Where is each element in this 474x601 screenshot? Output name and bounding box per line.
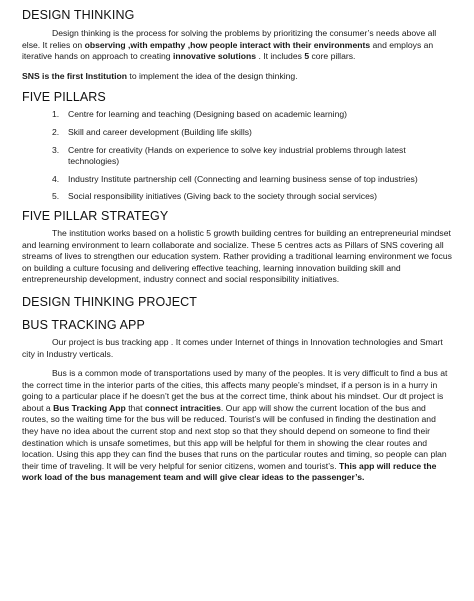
pillar-text: Industry Institute partnership cell (Connecting and learning business sense of top industries): [68, 173, 418, 184]
sns-paragraph: [22, 71, 452, 83]
intro-text-2: and employs an iterative hands on approach to creating: [22, 39, 434, 62]
pillar-text: Centre for creativity (Hands on experience to solve key industrial problems through latest technologies): [68, 144, 406, 167]
pillar-number: 1.: [52, 109, 60, 120]
bus-p2-text-a: Bus is a common mode of transportations used by many of the peoples. It is very difficult to find a bus at the correct time in the interior parts of the cities, this affects many people’s mindset, if a person is in a hurry in going to a particular place if he doesn’t get the bus at the correct time, think about his mindset. Our dt project is about a: [22, 368, 448, 413]
bus-paragraph-1: Our project is bus tracking app . It comes under Internet of things in Innovation technologies and Smart city in Industry verticals.: [22, 336, 443, 359]
bus-p2-text-d: . Our app will show the current location of the bus and routes, so the waiting time for the bus will be reduced. Tourist’s will be confused in finding the destination and they have no idea about the current stop and next stop so that they should depend on someone to find their destination which is unsafe sometimes, but this app will be helpful for them in showing the clear routes and location. Using this app they can find the buses that runs on the particular routes and timing, so people can plan their time of traveling. It will be very helpful for senior citizens, women and tourist’s.: [22, 402, 447, 471]
bus-p2-bold-connect: connect intracities: [144, 402, 221, 413]
heading-bus-tracking-app: BUS TRACKING APP: [22, 317, 145, 332]
sns-rest: to implement the idea of the design thinking.: [127, 70, 298, 81]
pillar-number: 2.: [52, 126, 60, 137]
bus-p2-bold-conclusion: This app will reduce the work load of the bus management team and will give clear ideas to the passenger’s.: [22, 460, 437, 483]
pillar-item: [52, 174, 452, 186]
intro-bold-observing: observing ,with empathy ,how people interact with their environments: [84, 39, 371, 50]
intro-paragraph: [22, 28, 452, 63]
bus-p2-bold-app: Bus Tracking App: [53, 402, 126, 413]
pillar-number: 4.: [52, 173, 60, 184]
pillar-number: 3.: [52, 144, 60, 155]
intro-text-1: Design thinking is the process for solving the problems by prioritizing the consumer’s needs above all else. It relies on: [22, 28, 437, 50]
pillar-text: Centre for learning and teaching (Designing based on academic learning): [68, 109, 347, 120]
intro-bold-innovative: innovative solutions: [172, 51, 257, 62]
intro-text-4: core pillars.: [309, 51, 356, 62]
pillar-item: [52, 145, 452, 168]
heading-five-pillar-strategy: FIVE PILLAR STRATEGY: [22, 208, 169, 223]
pillar-text: Social responsibility initiatives (Giving back to the society through social services): [68, 191, 378, 202]
pillar-item: [52, 191, 452, 203]
pillars-list: [22, 109, 452, 203]
intro-text-3: . It includes: [256, 51, 305, 62]
heading-dt-project: DESIGN THINKING PROJECT: [22, 294, 198, 309]
heading-design-thinking: DESIGN THINKING: [22, 8, 135, 22]
strategy-paragraph: The institution works based on a holistic 5 growth building centres for building an entrepreneurial mindset and learning environment to learn collaborate and socialize. These 5 centres acts as Pillars of SNS covering all streams of lives to strengthen our education system. Rather providing a traditional learning environment we focus on building a culture focusing and delivering effective teaching, learning innovation building skill and entrepreneurship development, industry connect and social responsibility initiatives.: [22, 227, 452, 285]
bus-p2-text-c: that: [125, 402, 145, 413]
bus-paragraph-2: [22, 368, 452, 484]
intro-bold-five: 5: [304, 51, 310, 62]
sns-bold: SNS is the first Institution: [22, 70, 128, 81]
pillar-item: [52, 127, 452, 139]
pillar-text: Skill and career development (Building life skills): [68, 126, 252, 137]
pillar-number: 5.: [52, 191, 60, 202]
pillar-item: [52, 109, 452, 121]
heading-five-pillars: FIVE PILLARS: [22, 90, 106, 105]
